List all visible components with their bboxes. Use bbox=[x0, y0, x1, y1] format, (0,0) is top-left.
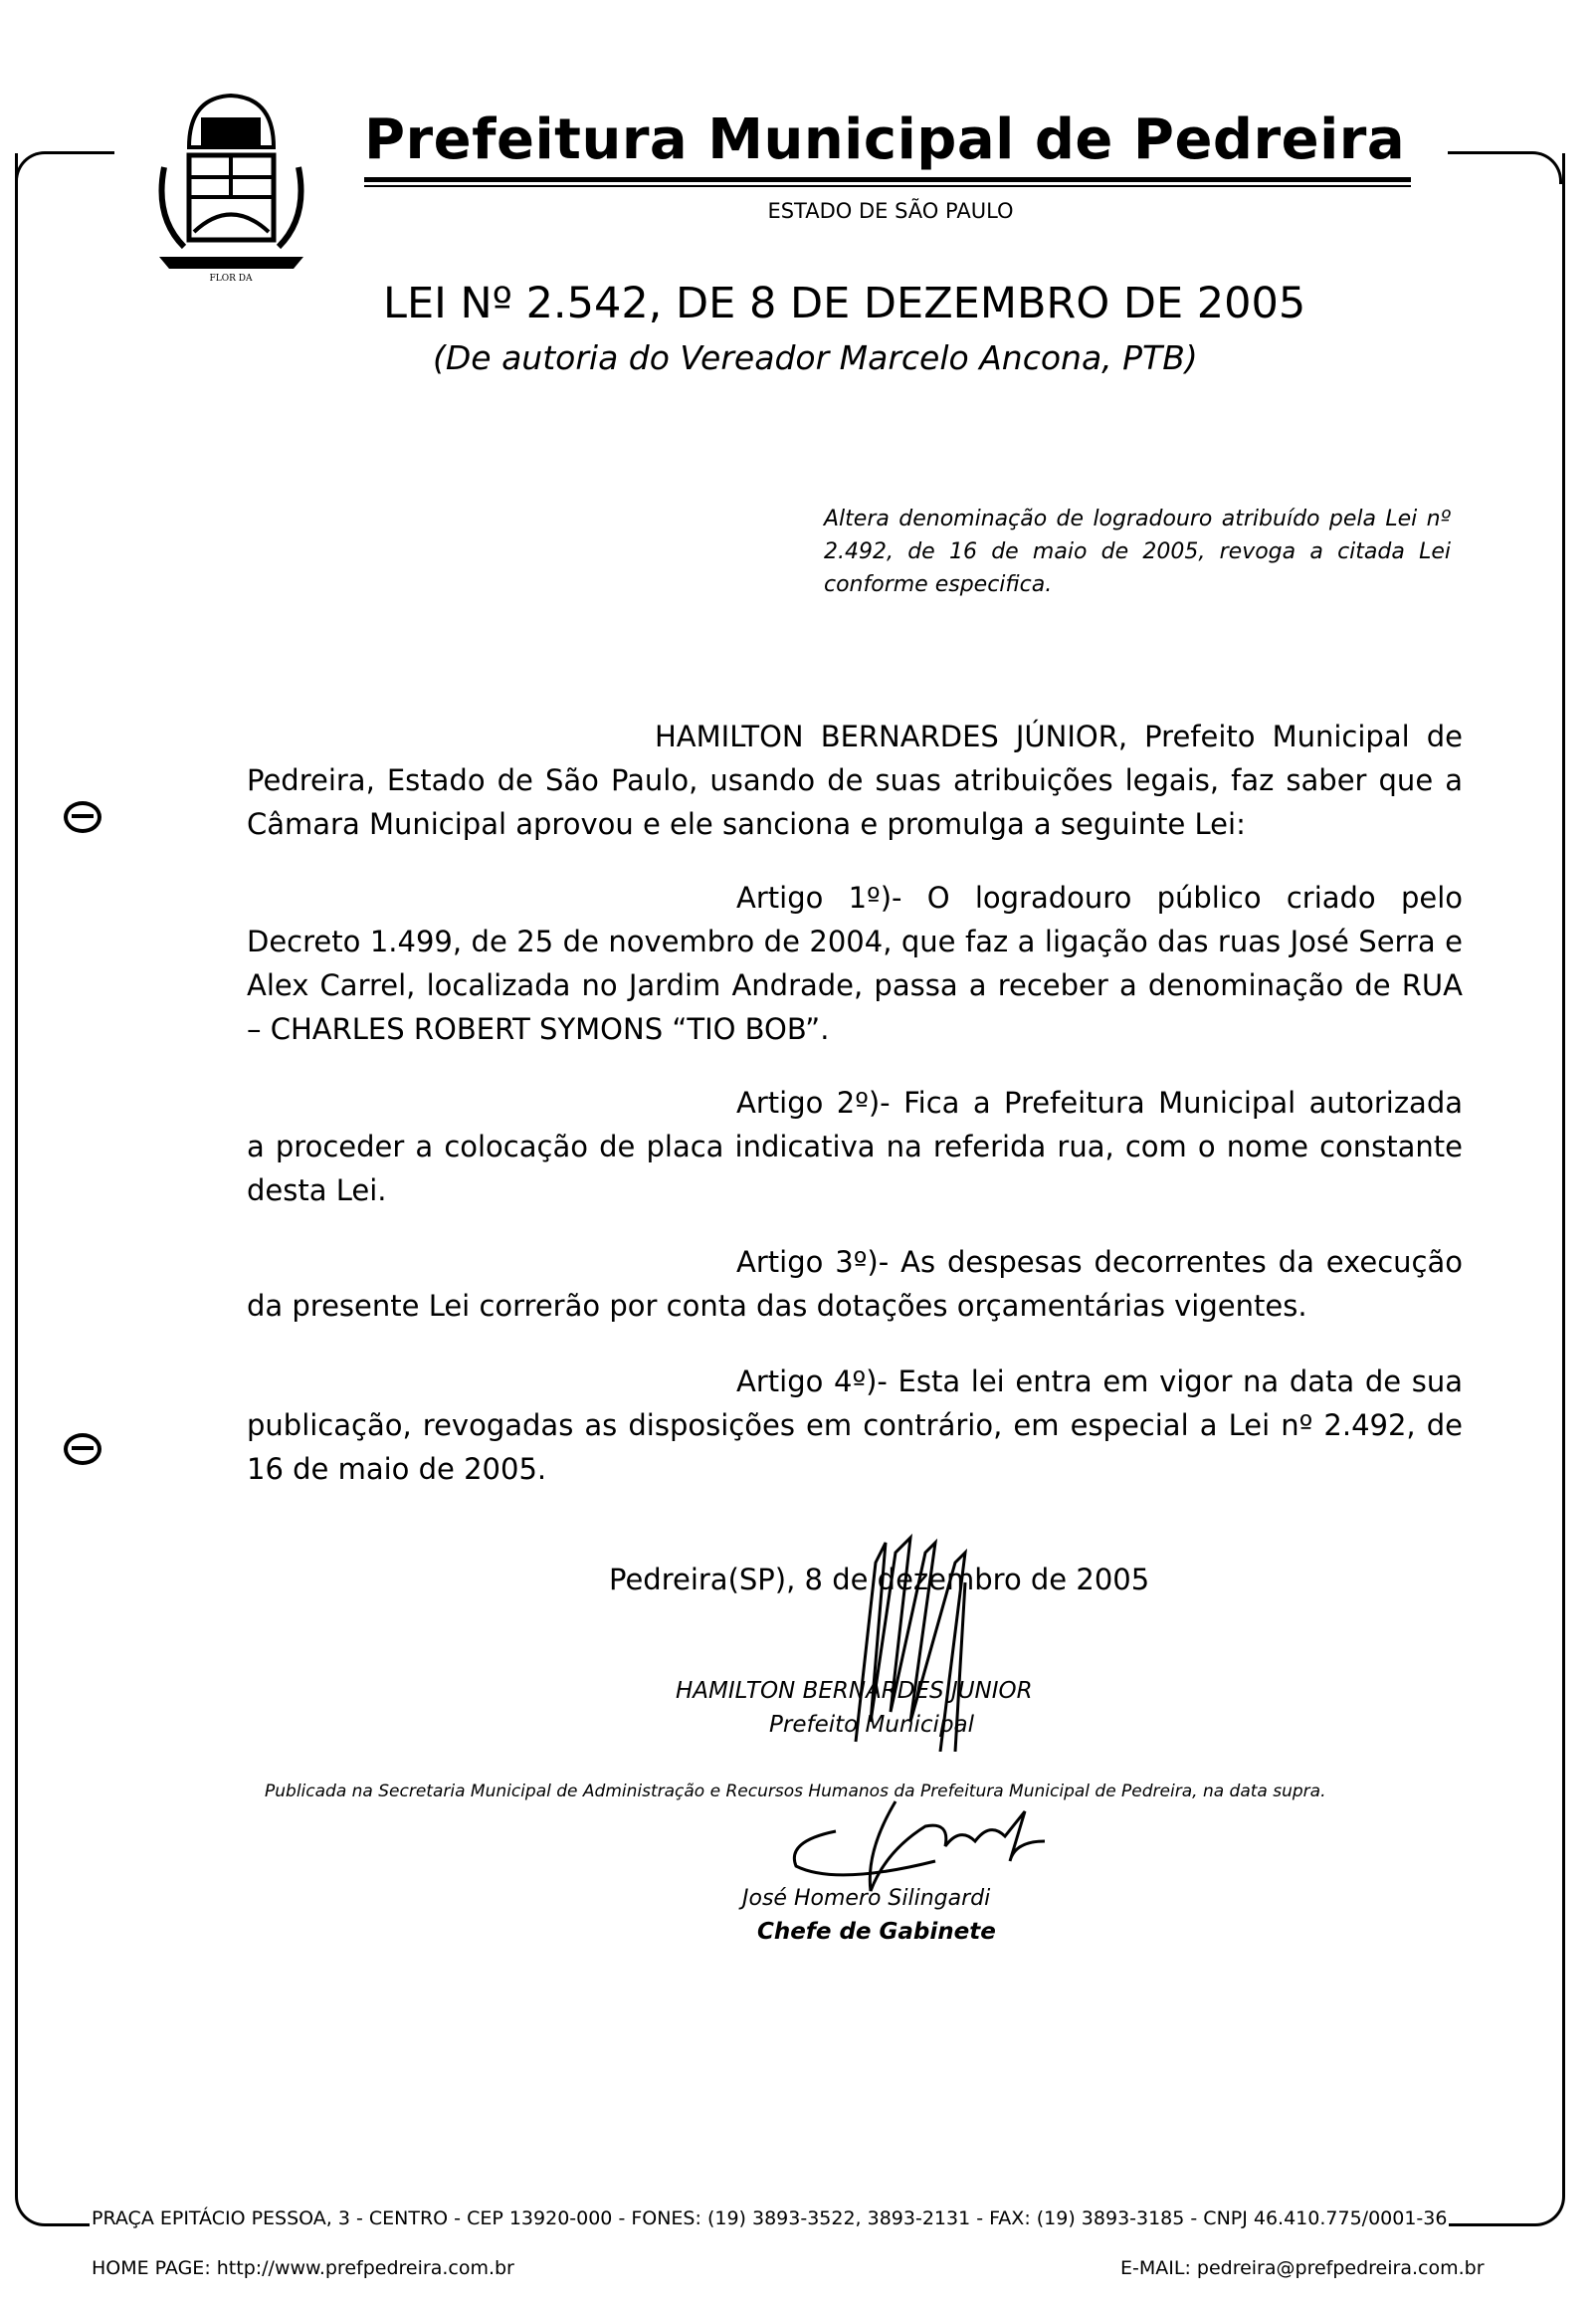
page-border-corner bbox=[15, 151, 117, 184]
footer-homepage: HOME PAGE: http://www.prefpedreira.com.br bbox=[92, 2257, 514, 2279]
page-border-corner bbox=[1448, 151, 1562, 184]
state-subtitle: ESTADO DE SÃO PAULO bbox=[767, 199, 1014, 223]
title-underline bbox=[364, 185, 1411, 187]
law-title: LEI Nº 2.542, DE 8 DE DEZEMBRO DE 2005 bbox=[383, 279, 1306, 328]
article-4: Artigo 4º)- Esta lei entra em vigor na data de sua publicação, revogadas as disposições em contrário, em especial a Lei nº 2.492, de 16 de maio de 2005. bbox=[247, 1364, 1463, 1486]
institution-title: Prefeitura Municipal de Pedreira bbox=[364, 107, 1406, 172]
punch-hole-icon bbox=[64, 801, 101, 833]
preamble-paragraph: HAMILTON BERNARDES JÚNIOR, Prefeito Municipal de Pedreira, Estado de São Paulo, usando de suas atribuições legais, faz saber que a Câmara Municipal aprovou e ele sanciona e promulga a seguinte Lei: bbox=[247, 720, 1463, 841]
title-underline bbox=[364, 177, 1411, 182]
mayor-role: Prefeito Municipal bbox=[769, 1712, 975, 1738]
svg-text:FLOR DA: FLOR DA bbox=[209, 274, 253, 284]
article-1: Artigo 1º)- O logradouro público criado pelo Decreto 1.499, de 25 de novembro de 2004, que faz a ligação das ruas José Serra e Alex Carrel, localizada no Jardim Andrade, passa a receber a denominação de RUA – CHARLES ROBERT SYMONS “TIO BOB”. bbox=[247, 881, 1463, 1046]
footer-address: PRAÇA EPITÁCIO PESSOA, 3 - CENTRO - CEP 13920-000 - FONES: (19) 3893-3522, 3893-2131 - FAX: (19) 3893-3185 - CNPJ 46.410.775/0001-36 bbox=[92, 2207, 1448, 2229]
chief-of-staff-name: José Homero Silingardi bbox=[742, 1886, 991, 1911]
place-and-date: Pedreira(SP), 8 de dezembro de 2005 bbox=[609, 1563, 1150, 1596]
mayor-name: HAMILTON BERNARDES JUNIOR bbox=[676, 1678, 1033, 1704]
chief-of-staff-role: Chefe de Gabinete bbox=[757, 1919, 996, 1945]
punch-hole-icon bbox=[64, 1433, 101, 1465]
footer-email: E-MAIL: pedreira@prefpedreira.com.br bbox=[1120, 2257, 1485, 2279]
law-summary: Altera denominação de logradouro atribuído pela Lei nº 2.492, de 16 de maio de 2005, revoga a citada Lei conforme especifica. bbox=[824, 507, 1451, 597]
article-2: Artigo 2º)- Fica a Prefeitura Municipal autorizada a proceder a colocação de placa indicativa na referida rua, com o nome constante desta Lei. bbox=[247, 1086, 1463, 1207]
article-3: Artigo 3º)- As despesas decorrentes da execução da presente Lei correrão por conta das dotações orçamentárias vigentes. bbox=[247, 1245, 1463, 1323]
publication-note: Publicada na Secretaria Municipal de Administração e Recursos Humanos da Prefeitura Municipal de Pedreira, na data supra. bbox=[265, 1782, 1326, 1801]
chief-signature bbox=[776, 1791, 1055, 1901]
municipal-coat-of-arms-logo bbox=[149, 88, 313, 287]
law-authorship: (De autoria do Vereador Marcelo Ancona, PTB) bbox=[433, 338, 1198, 377]
